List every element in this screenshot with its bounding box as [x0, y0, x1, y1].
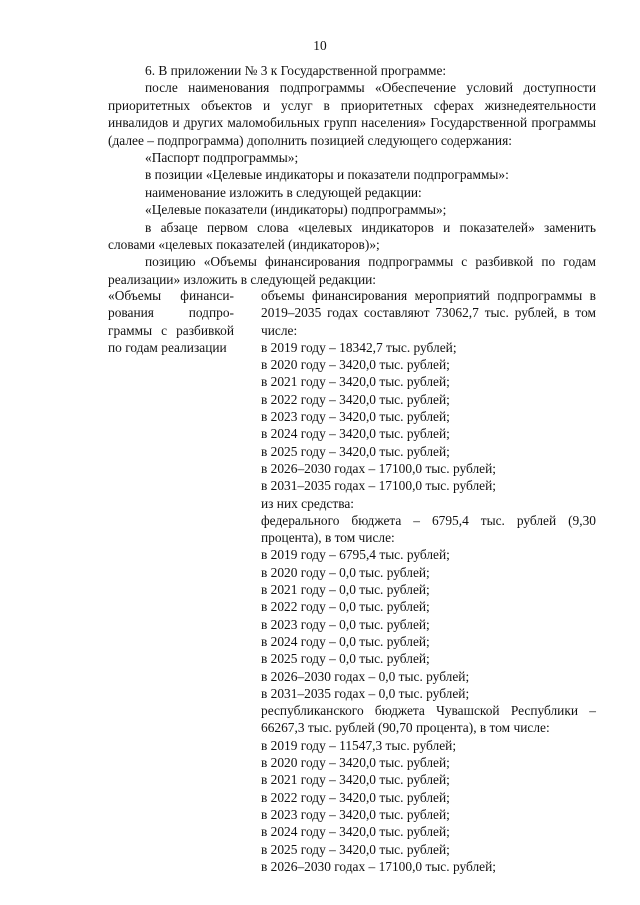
financing-line: в 2023 году – 0,0 тыс. рублей;: [261, 616, 430, 632]
financing-line: в 2023 году – 3420,0 тыс. рублей;: [261, 806, 450, 822]
financing-line: в 2021 году – 0,0 тыс. рублей;: [261, 582, 430, 598]
intro-paragraph: «Паспорт подпрограммы»;: [145, 150, 299, 166]
financing-line: в 2026–2030 годах – 17100,0 тыс. рублей;: [261, 460, 496, 476]
financing-label-cell: «Объемы финанси- рования подпро- граммы с разбивкой по годам реализации: [108, 288, 234, 356]
intro-paragraph: 6. В приложении № 3 к Государственной программе:: [145, 63, 447, 78]
financing-line: в 2019 году – 6795,4 тыс. рублей;: [261, 547, 450, 563]
intro-paragraph: наименование изложить в следующей редакции:: [145, 184, 422, 200]
financing-line: республиканского бюджета Чувашской Республики – 66267,3 тыс. рублей (90,70 процента), в том числе:: [261, 703, 596, 736]
financing-line: в 2023 году – 3420,0 тыс. рублей;: [261, 409, 450, 425]
financing-line: в 2025 году – 3420,0 тыс. рублей;: [261, 841, 450, 857]
financing-line: в 2024 году – 3420,0 тыс. рублей;: [261, 824, 450, 840]
financing-line: в 2026–2030 годах – 17100,0 тыс. рублей;: [261, 858, 496, 874]
financing-line: в 2019 году – 18342,7 тыс. рублей;: [261, 339, 457, 355]
intro-paragraph: позицию «Объемы финансирования подпрограммы с разбивкой по годам реализации» изложить в следующей редакции:: [108, 254, 596, 287]
financing-line: в 2021 году – 3420,0 тыс. рублей;: [261, 374, 450, 390]
intro-paragraph: в позиции «Целевые индикаторы и показатели подпрограммы»:: [145, 167, 509, 183]
financing-line: в 2022 году – 0,0 тыс. рублей;: [261, 599, 430, 615]
page-number: 10: [313, 38, 327, 53]
financing-values-cell: [261, 287, 596, 875]
financing-line: в 2026–2030 годах – 0,0 тыс. рублей;: [261, 668, 470, 684]
financing-line: в 2024 году – 0,0 тыс. рублей;: [261, 633, 430, 649]
financing-line: в 2031–2035 годах – 0,0 тыс. рублей;: [261, 685, 470, 701]
financing-line: в 2021 году – 3420,0 тыс. рублей;: [261, 772, 450, 788]
financing-line: в 2020 году – 0,0 тыс. рублей;: [261, 564, 430, 580]
intro-paragraph: после наименования подпрограммы «Обеспечение условий доступности приоритетных объектов и услуг в приоритетных сферах жизнедеятельности инвалидов и других маломобильных групп населения» Государственной программы (далее – подпрограмма) дополнить позицией следующего содержания:: [108, 80, 596, 148]
intro-paragraph: «Целевые показатели (индикаторы) подпрограммы»;: [145, 202, 447, 218]
financing-line: из них средства:: [261, 495, 355, 511]
financing-line: в 2024 году – 3420,0 тыс. рублей;: [261, 426, 450, 442]
financing-line: в 2031–2035 годах – 17100,0 тыс. рублей;: [261, 478, 496, 494]
financing-line: в 2022 году – 3420,0 тыс. рублей;: [261, 391, 450, 407]
financing-line: в 2020 году – 3420,0 тыс. рублей;: [261, 357, 450, 373]
intro-paragraph: в абзаце первом слова «целевых индикаторов и показателей» заменить словами «целевых показателей (индикаторов)»;: [108, 219, 596, 253]
financing-line: в 2019 году – 11547,3 тыс. рублей;: [261, 737, 457, 753]
financing-line: в 2020 году – 3420,0 тыс. рублей;: [261, 755, 450, 771]
financing-line: в 2025 году – 0,0 тыс. рублей;: [261, 651, 430, 667]
financing-line: в 2025 году – 3420,0 тыс. рублей;: [261, 443, 450, 459]
financing-line: в 2022 году – 3420,0 тыс. рублей;: [261, 789, 450, 805]
financing-line: федерального бюджета – 6795,4 тыс. рублей (9,30 процента), в том числе:: [261, 512, 596, 546]
financing-line: объемы финансирования мероприятий подпрограммы в 2019–2035 годах составляют 73062,7 тыс. рублей, в том числе:: [261, 288, 596, 338]
intro-text: [108, 62, 596, 288]
